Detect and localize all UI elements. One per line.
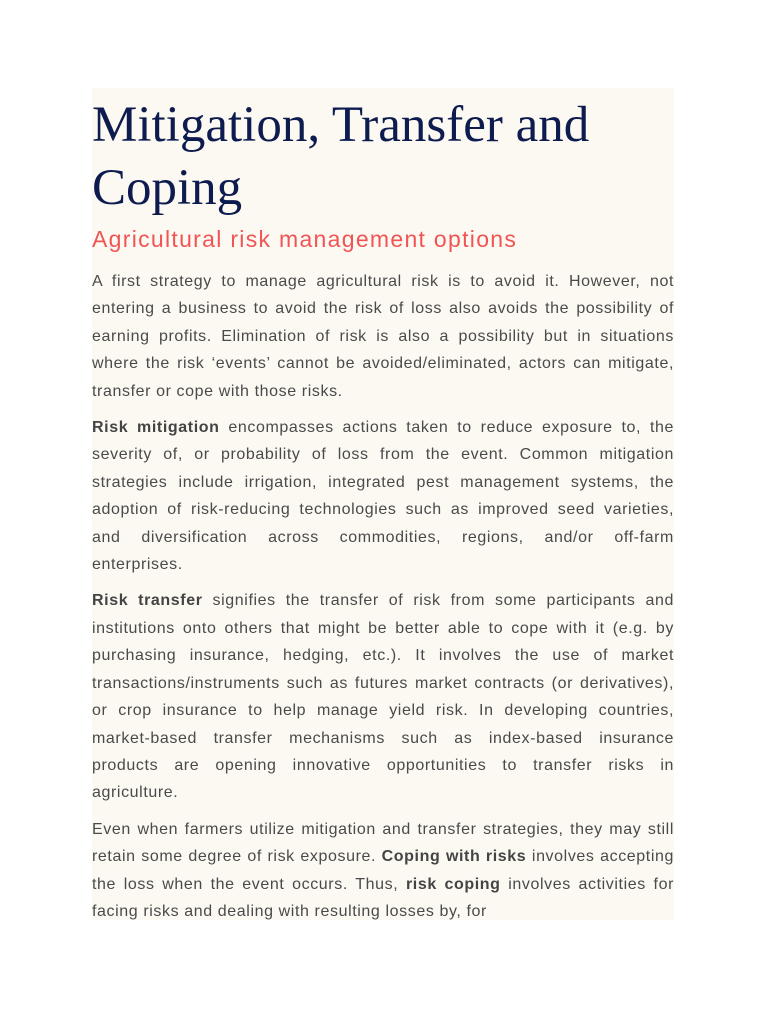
paragraph-risk-coping-text-a: Even when farmers utilize mitigation and transfer strategies, they may still retain some degree of risk exposure. [92, 820, 674, 866]
term-risk-transfer: Risk transfer [92, 592, 203, 610]
document-content [92, 88, 674, 920]
paragraph-risk-coping-text-c: involves activities for facing risks and dealing with resulting losses by, for [92, 875, 674, 920]
paragraph-risk-mitigation-text: encompasses actions taken to reduce exposure to, the severity of, or probability of loss from the event. Common mitigation strategies include irrigation, integrated pest management systems, the adoption of risk-reducing technologies such as improved seed varieties, and diversification across commodities, regions, and/or off-farm enterprises. [92, 419, 674, 574]
term-coping-with-risks: Coping with risks [381, 848, 527, 866]
paragraph-risk-transfer [92, 587, 674, 806]
term-risk-coping: risk coping [405, 875, 501, 893]
paragraph-risk-coping [92, 816, 674, 920]
section-subtitle: Agricultural risk management options [92, 226, 518, 252]
page-title: Mitigation, Transfer and Coping [92, 97, 590, 216]
paragraph-risk-mitigation [92, 414, 674, 578]
paragraph-intro: A first strategy to manage agricultural risk is to avoid it. However, not entering a business to avoid the risk of loss also avoids the possibility of earning profits. Elimination of risk is also a possibility but in situations where the risk ‘events’ cannot be avoided/eliminated, actors can mitigate, transfer or cope with those risks. [92, 273, 674, 400]
term-risk-mitigation: Risk mitigation [92, 419, 220, 437]
paragraph-risk-transfer-text: signifies the transfer of risk from some participants and institutions onto others that might be better able to cope with it (e.g. by purchasing insurance, hedging, etc.). It involves the use of market transactions/instruments such as futures market contracts (or derivatives), or crop insurance to help manage yield risk. In developing countries, market-based transfer mechanisms such as index-based insurance products are opening innovative opportunities to transfer risks in agriculture. [92, 592, 674, 802]
paragraph-risk-coping-text-b: involves accepting the loss when the event occurs. Thus, [92, 848, 674, 893]
